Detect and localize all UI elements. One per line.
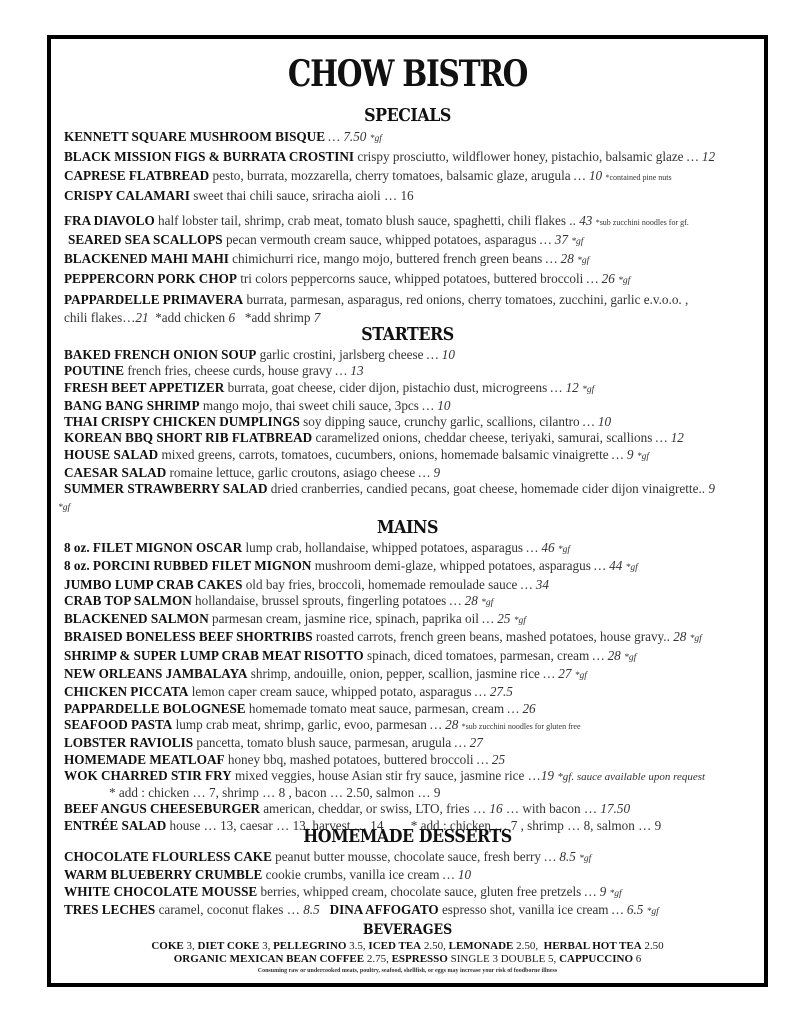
spacer [64,205,758,213]
menu-item [64,250,758,270]
gluten-free-tag: *gf [557,545,571,555]
restaurant-title: CHOW BISTRO [287,53,528,95]
item-description: honey bbq, mashed potatoes, buttered broccoli [227,751,474,767]
menu-item-continuation [58,498,758,516]
item-price: … 10 [582,414,612,430]
item-note: *contained pine nuts [605,172,672,182]
item-price: 43 [579,213,593,229]
mains-list [64,540,758,834]
beverages-line-2 [51,953,764,966]
menu-item [64,684,758,700]
item-name: KENNETT SQUARE MUSHROOM BISQUE [64,129,325,144]
menu-item [64,666,758,684]
item-description: old bay fries, broccoli, homemade remoulade sauce [245,576,518,592]
menu-item [64,380,758,398]
item-name: SEARED SEA SCALLOPS [68,231,223,247]
item-description: pancetta, tomato blush sauce, parmesan, arugula [196,735,452,751]
addon-label: *add shrimp [244,310,311,326]
item-name: CRISPY CALAMARI [64,187,190,203]
item-description: pecan vermouth cream sauce, whipped potatoes, asparagus [225,231,537,247]
item-name: BLACK MISSION FIGS & BURRATA CROSTINI [64,149,355,165]
menu-item [64,801,758,817]
item-description: spinach, diced tomatoes, parmesan, cream [366,647,590,663]
item-name: WARM BLUEBERRY CRUMBLE [64,867,263,883]
item-name: HOUSE SALAD [64,446,159,462]
gluten-free-tag: *gf [582,384,595,395]
item-name: LOBSTER RAVIOLIS [64,735,194,751]
gluten-free-tag: *gf [369,134,382,144]
item-description: shrimp, andouille, onion, pepper, scallion, jasmine rice [250,666,540,682]
item-price: … 13 [335,363,364,379]
item-name: BANG BANG SHRIMP [64,397,200,413]
item-name: HOMEMADE MEATLOAF [64,751,225,767]
menu-item [64,701,758,717]
section-heading-desserts: HOMEMADE DESSERTS [303,826,512,847]
item-description: parmesan cream, jasmine rice, spinach, paprika oil [212,611,479,627]
item-name: 8 oz. FILET MIGNON OSCAR [64,540,243,555]
item-price: … 28 [592,647,621,663]
item-description: homemade tomato meat sauce, parmesan, cream [248,700,505,716]
item-description: burrata, goat cheese, cider dijon, pistachio dust, microgreens [227,379,548,395]
item-name: FRA DIAVOLO [64,213,155,229]
item-name: POUTINE [64,363,125,379]
gluten-free-tag: *gf [574,671,587,682]
item-name: WOK CHARRED STIR FRY [64,767,232,783]
item-price: … 12 [655,430,684,446]
menu-item [64,148,758,166]
item-description: lemon caper cream sauce, whipped potato, asparagus [191,684,472,700]
menu-item [64,768,758,785]
beverage-price: SINGLE 3 DOUBLE 5, [450,953,557,965]
item-description: sweet thai chili sauce, sriracha aioli … 16 [193,187,414,203]
menu-item [64,347,758,363]
item-description: french fries, cheese curds, house gravy [127,363,333,379]
item-description: crispy prosciutto, wildflower honey, pistachio, balsamic glaze [357,149,684,165]
menu-item [64,447,758,465]
gluten-free-tag: *gf [625,563,638,574]
item-price: … 28 [430,716,459,732]
item-price: 8.5 [303,901,320,917]
item-description: caramelized onions, cheddar cheese, teriyaki, samurai, scallions [315,430,653,446]
item-name: SHRIMP & SUPER LUMP CRAB MEAT RISOTTO [64,647,364,663]
menu-item [64,213,758,232]
menu-item [64,577,758,593]
beverage-price: 6 [635,953,642,965]
menu-item [64,291,758,309]
item-description: half lobster tail, shrimp, crab meat, tomato blush sauce, spaghetti, chili flakes .. [158,213,576,229]
item-price: … 27.5 [474,684,513,700]
gluten-free-tag: *gf [579,854,592,864]
specials-list [64,128,758,327]
item-description: tri colors peppercorns sauce, whipped potatoes, buttered broccoli [240,271,584,287]
item-description: mixed greens, carrots, tomatoes, cucumbers, onions, homemade balsamic vinaigrette [161,446,609,462]
menu-item [64,363,758,379]
item-description: chili flakes… [64,310,136,326]
item-name: DINA AFFOGATO [329,901,439,917]
item-description: cookie crumbs, vanilla ice cream [265,867,440,883]
item-price: … 26 [507,700,536,716]
menu-item [64,717,758,735]
menu-item [64,414,758,430]
menu-item [64,558,758,576]
item-description: mixed veggies, house Asian stir fry sauce, jasmine rice … [235,767,541,783]
item-price: … 7.50 [328,129,367,144]
item-description: peanut butter mousse, chocolate sauce, fresh berry [275,849,542,864]
menu-item [64,611,758,629]
item-price: … 28 [545,251,574,267]
item-name: PAPPARDELLE PRIMAVERA [64,291,244,307]
item-name: PAPPARDELLE BOLOGNESE [64,700,246,716]
gluten-free-tag: *gf [577,256,590,267]
item-name: CAESAR SALAD [64,465,167,481]
beverage-name: ORGANIC MEXICAN BEAN COFFEE [173,953,365,965]
item-price: … 27 [543,666,572,682]
menu-item [64,540,758,558]
beverage-name: COKE [151,940,184,952]
beverage-price: 2.50 [644,940,664,952]
item-note: *sub zucchini noodles for gf. [595,218,689,228]
item-name: TRES LECHES [64,901,156,917]
item-name: CAPRESE FLATBREAD [64,167,210,183]
item-description: lump crab, hollandaise, whipped potatoes, asparagus [245,540,524,555]
item-price: … 25 [482,611,511,627]
item-price: … 9 [611,446,634,462]
item-price: … 9 [584,883,607,899]
gluten-free-tag: *gf [636,451,649,462]
menu-item [64,629,758,647]
item-name: BRAISED BONELESS BEEF SHORTRIBS [64,629,313,645]
section-heading-beverages: BEVERAGES [362,922,453,938]
item-name: CHICKEN PICCATA [64,684,189,700]
item-description: lump crab meat, shrimp, garlic, evoo, parmesan [175,716,427,732]
item-description: caramel, coconut flakes … [158,901,300,917]
menu-item [64,481,758,497]
item-description: american, cheddar, or swiss, LTO, fries … [263,801,487,817]
gluten-free-tag: *gf [513,616,526,627]
item-name: KOREAN BBQ SHORT RIB FLATBREAD [64,430,313,446]
item-description: espresso shot, vanilla ice cream [441,901,609,917]
menu-item [64,465,758,481]
item-name: 8 oz. PORCINI RUBBED FILET MIGNON [64,558,312,574]
addon-price: 7 [313,310,321,326]
menu-item [64,648,758,666]
menu-item [64,902,758,920]
item-price: … 8.5 [544,849,576,864]
item-price: 19 [540,767,554,783]
menu-item [64,752,758,768]
item-price: … 27 [454,735,483,751]
item-price: … 25 [476,751,506,767]
item-description: … with bacon … [505,801,598,817]
beverage-name: DIET COKE [197,940,260,952]
menu-item [64,884,758,902]
item-name: BLACKENED MAHI MAHI [64,251,229,267]
item-name: CRAB TOP SALMON [64,592,192,608]
gluten-free-tag: *gf [571,236,584,247]
menu-item [64,430,758,446]
menu-frame [47,35,768,987]
beverage-name: PELLEGRINO [273,940,347,952]
item-price: 28 [673,629,687,645]
beverage-price: 3.5, [349,940,366,952]
item-name: THAI CRISPY CHICKEN DUMPLINGS [64,414,300,430]
item-price: 17.50 [600,801,631,817]
section-heading-starters: STARTERS [361,324,454,345]
item-price: … 26 [586,271,615,287]
item-price: … 10 [426,347,455,362]
item-price: … 9 [418,465,441,481]
starters-list [58,347,758,516]
beverage-name: LEMONADE [448,940,514,952]
menu-item [64,849,758,867]
gluten-free-tag: *gf [481,597,494,608]
item-name: BEEF ANGUS CHEESEBURGER [64,801,260,817]
desserts-list [64,849,758,920]
item-price: … 28 [449,592,478,608]
item-description: garlic crostini, jarlsberg cheese [259,347,424,362]
item-note: *sub zucchini noodles for gluten free [461,721,581,731]
item-description: burrata, parmesan, asparagus, red onions, cherry tomatoes, zucchini, garlic e.v.o.o. , [246,291,689,307]
item-description: soy dipping sauce, crunchy garlic, scallions, cilantro [303,414,580,430]
item-name: SEAFOOD PASTA [64,716,173,732]
gluten-free-tag: *gf [689,634,702,645]
item-name: WHITE CHOCOLATE MOUSSE [64,883,258,899]
beverage-price: 3, [262,940,271,952]
beverage-name: HERBAL HOT TEA [543,940,642,952]
item-description: pesto, burrata, mozzarella, cherry tomatoes, balsamic glaze, arugula [212,167,571,183]
menu-item [64,593,758,611]
menu-item [64,187,758,205]
food-safety-disclaimer: Consuming raw or undercooked meats, poultry, seafood, shellfish, or eggs may increase your risk of foodborne illness [257,968,558,974]
item-name: BLACKENED SALMON [64,611,209,627]
item-price: … 12 [550,379,579,395]
gluten-free-tag: *gf. sauce available upon request [557,770,706,783]
item-price: 9 [708,481,715,497]
gluten-free-tag: *gf [624,652,637,663]
item-price: … 44 [594,558,623,574]
item-description: dried cranberries, candied pecans, goat cheese, homemade cider dijon vinaigrette.. [270,481,706,497]
section-heading-specials: SPECIALS [364,105,451,126]
item-price: … 10 [442,867,472,883]
item-price: … 37 [539,231,568,247]
item-price: 21 [135,310,149,326]
item-description: mango mojo, thai sweet chili sauce, 3pcs [202,397,419,413]
beverage-name: CAPPUCCINO [559,953,634,965]
item-name: FRESH BEET APPETIZER [64,379,225,395]
gluten-free-tag: *gf [58,502,71,513]
item-price: … 46 [526,540,555,555]
item-price: … 12 [686,149,716,165]
menu-item [64,735,758,751]
beverage-name: ESPRESSO [391,953,448,965]
item-description: roasted carrots, french green beans, mashed potatoes, house gravy.. [315,629,670,645]
addon-label: *add chicken [155,310,226,326]
item-name: BAKED FRENCH ONION SOUP [64,347,257,362]
addon-list: * add : chicken … 7 , shrimp … 8, salmon … 9 [410,817,662,833]
item-name: SUMMER STRAWBERRY SALAD [64,481,268,497]
item-price: … 10 [422,397,451,413]
menu-item [64,128,758,148]
beverage-name: ICED TEA [368,940,422,952]
item-description: romaine lettuce, garlic croutons, asiago cheese [169,465,416,481]
item-name: ENTRÉE SALAD [64,817,167,833]
item-name: PEPPERCORN PORK CHOP [64,271,237,287]
item-price: … 34 [520,576,549,592]
item-price: … 10 [573,167,603,183]
beverage-price: 2.50, [516,940,539,952]
stir-fry-addons [64,785,758,801]
item-price: 16 [489,801,503,817]
gluten-free-tag: *gf [618,276,631,287]
section-heading-mains: MAINS [377,517,438,538]
beverage-price: 3, [186,940,195,952]
menu-item [64,167,758,187]
item-name: NEW ORLEANS JAMBALAYA [64,666,248,682]
addon-price: 6 [228,310,236,326]
beverage-price: 2.75, [366,953,389,965]
item-description: chimichurri rice, mango mojo, buttered french green beans [232,251,543,267]
beverage-price: 2.50, [423,940,446,952]
beverages-line-1 [51,940,764,953]
item-description: mushroom demi-glaze, whipped potatoes, asparagus [314,558,591,574]
item-name: JUMBO LUMP CRAB CAKES [64,576,243,592]
gluten-free-tag: *gf [609,888,622,899]
item-name: CHOCOLATE FLOURLESS CAKE [64,849,272,864]
menu-item [64,270,758,290]
menu-item [64,232,758,251]
gluten-free-tag: *gf [646,906,659,917]
item-description: house … 13, caesar … 13, harvest … 14 [169,817,384,833]
menu-item [64,867,758,883]
item-price: … 6.5 [611,901,644,917]
addon-list: * add : chicken … 7, shrimp … 8 , bacon … 2.50, salmon … 9 [109,785,441,801]
item-description: berries, whipped cream, chocolate sauce, gluten free pretzels [260,883,582,899]
menu-item [64,398,758,414]
item-description: hollandaise, brussel sprouts, fingerling potatoes [195,592,447,608]
